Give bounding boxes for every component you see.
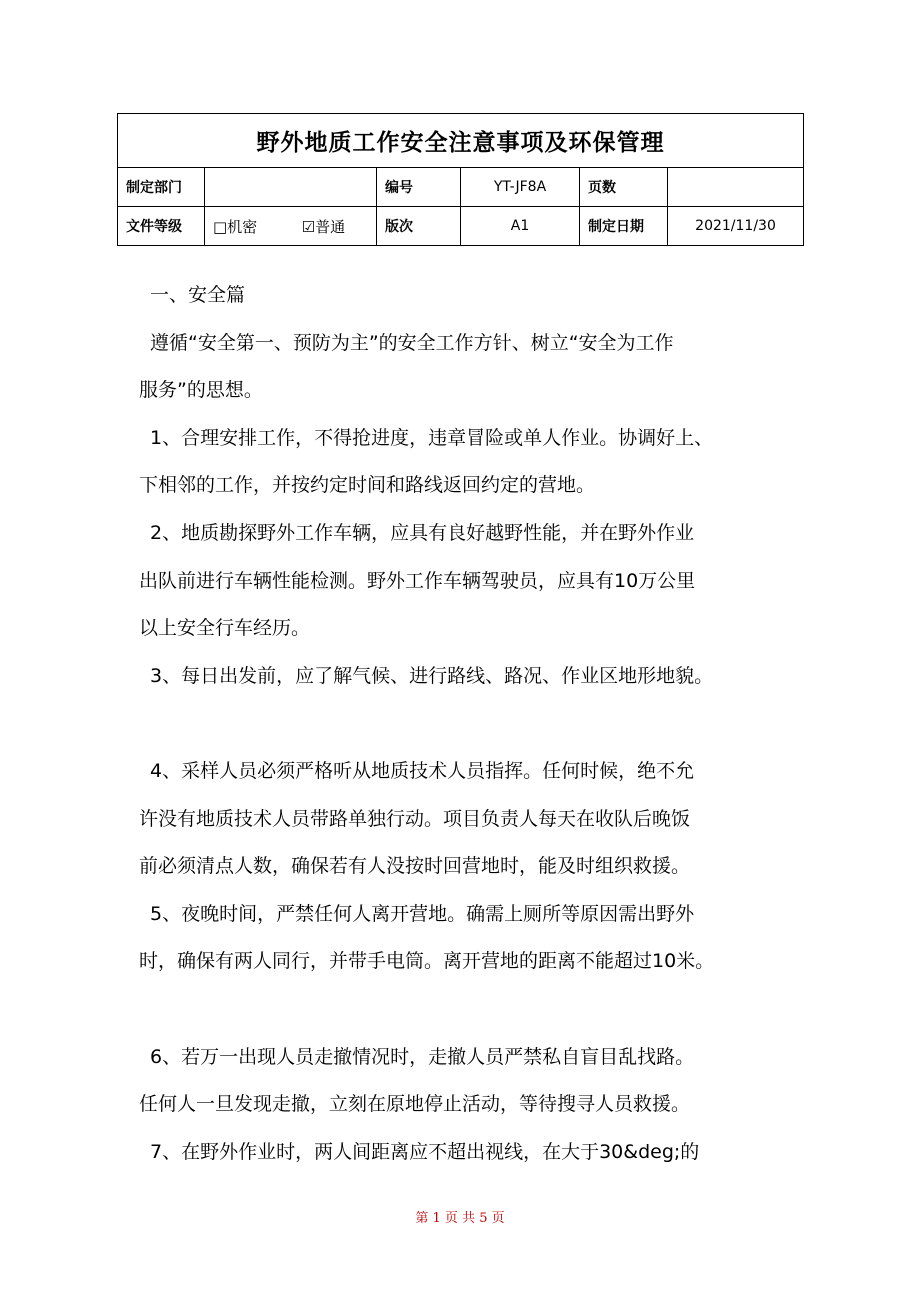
code-value: YT-JF8A xyxy=(461,168,580,207)
document-title: 野外地质工作安全注意事项及环保管理 xyxy=(118,114,804,168)
paragraph-line: 4、采样人员必须严格听从地质技术人员指挥。任何时候，绝不允 xyxy=(150,759,695,782)
spacer xyxy=(139,700,839,748)
grade-secret-checkbox: □机密 xyxy=(213,217,258,236)
dept-label: 制定部门 xyxy=(118,168,205,207)
date-value: 2021/11/30 xyxy=(668,207,804,246)
grade-label: 文件等级 xyxy=(118,207,205,246)
document-body xyxy=(139,272,839,1176)
paragraph-line: 任何人一旦发现走撤，立刻在原地停止活动，等待搜寻人员救援。 xyxy=(139,1093,691,1116)
paragraph-line: 6、若万一出现人员走撤情况时，走撤人员严禁私自盲目乱找路。 xyxy=(150,1045,695,1068)
version-label: 版次 xyxy=(377,207,461,246)
grade-normal-checkbox: ☑普通 xyxy=(301,217,346,236)
paragraph-line: 以上安全行车经历。 xyxy=(139,617,311,640)
page-footer: 第 1 页 共 5 页 xyxy=(415,1211,505,1226)
document-header-table xyxy=(117,113,804,246)
paragraph-line: 出队前进行车辆性能检测。野外工作车辆驾驶员，应具有10万公里 xyxy=(139,569,696,592)
paragraph-line: 2、地质勘探野外工作车辆，应具有良好越野性能，并在野外作业 xyxy=(150,521,695,544)
paragraph-line: 时，确保有两人同行，并带手电筒。离开营地的距离不能超过10米。 xyxy=(139,950,715,973)
code-label: 编号 xyxy=(377,168,461,207)
paragraph-line: 遵循“安全第一、预防为主”的安全工作方针、树立“安全为工作 xyxy=(150,331,674,354)
section-heading: 一、安全篇 xyxy=(150,284,246,306)
paragraph-line: 许没有地质技术人员带路单独行动。项目负责人每天在收队后晚饭 xyxy=(139,807,691,830)
spacer xyxy=(139,986,839,1034)
paragraph-line: 7、在野外作业时，两人间距离应不超出视线，在大于30&deg;的 xyxy=(150,1140,700,1163)
pages-value xyxy=(668,168,804,207)
paragraph-line: 前必须清点人数，确保若有人没按时回营地时，能及时组织救援。 xyxy=(139,855,691,878)
paragraph-line: 5、夜晚时间，严禁任何人离开营地。确需上厕所等原因需出野外 xyxy=(150,902,695,925)
paragraph-line: 1、合理安排工作，不得抢进度，违章冒险或单人作业。协调好上、 xyxy=(150,426,714,449)
pages-label: 页数 xyxy=(580,168,668,207)
paragraph-line: 下相邻的工作，并按约定时间和路线返回约定的营地。 xyxy=(139,474,596,497)
grade-options xyxy=(205,207,377,246)
date-label: 制定日期 xyxy=(580,207,668,246)
paragraph-line: 3、每日出发前，应了解气候、进行路线、路况、作业区地形地貌。 xyxy=(150,664,714,687)
dept-value xyxy=(205,168,377,207)
version-value: A1 xyxy=(461,207,580,246)
paragraph-line: 服务”的思想。 xyxy=(139,379,263,402)
